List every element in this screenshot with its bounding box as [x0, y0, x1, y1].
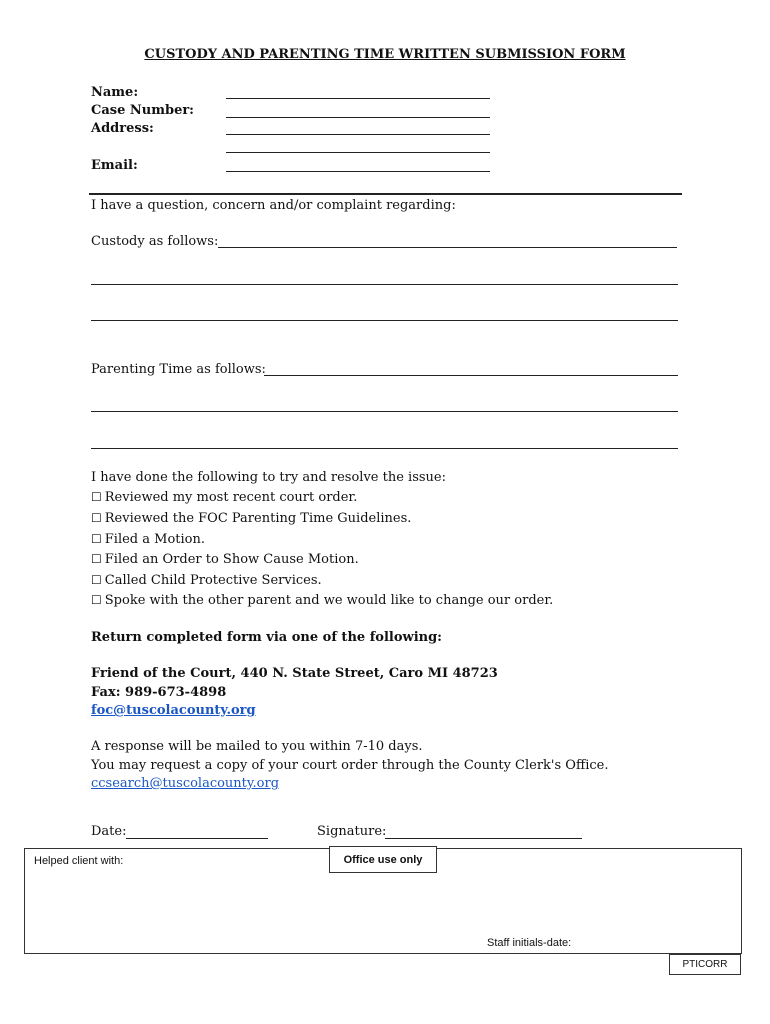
- parenting-field-line-3[interactable]: [91, 448, 678, 449]
- date-label: Date:: [91, 824, 127, 839]
- return-heading: Return completed form via one of the following:: [91, 630, 442, 645]
- checklist-item[interactable]: [91, 593, 553, 608]
- email-field[interactable]: [226, 171, 490, 172]
- checkbox-icon[interactable]: ☐: [91, 593, 102, 607]
- foc-address: Friend of the Court, 440 N. State Street, Caro MI 48723: [91, 666, 498, 681]
- case-number-label: Case Number:: [91, 103, 194, 118]
- custody-label: Custody as follows:: [91, 234, 219, 249]
- fax-number: Fax: 989-673-4898: [91, 685, 227, 700]
- parenting-field-line-2[interactable]: [91, 411, 678, 412]
- case-number-field[interactable]: [226, 117, 490, 118]
- checklist-label: Filed an Order to Show Cause Motion.: [104, 552, 359, 567]
- custody-field-line-1[interactable]: [218, 247, 677, 248]
- signature-label: Signature:: [317, 824, 387, 839]
- question-intro: I have a question, concern and/or complaint regarding:: [91, 198, 456, 213]
- response-notice: A response will be mailed to you within 7-10 days.: [91, 739, 423, 754]
- address-field-line-2[interactable]: [226, 152, 490, 153]
- custody-field-line-3[interactable]: [91, 320, 678, 321]
- checklist-item[interactable]: [91, 532, 205, 547]
- address-field-line-1[interactable]: [226, 134, 490, 135]
- form-code: PTICORR: [669, 954, 741, 975]
- date-field[interactable]: [126, 838, 268, 839]
- staff-initials-label: Staff initials-date:: [487, 937, 572, 949]
- form-title: CUSTODY AND PARENTING TIME WRITTEN SUBMISSION FORM: [144, 47, 626, 62]
- checklist-item[interactable]: [91, 552, 359, 567]
- name-field[interactable]: [226, 98, 490, 99]
- foc-email-link[interactable]: foc@tuscolacounty.org: [91, 703, 256, 718]
- clerk-email-link[interactable]: ccsearch@tuscolacounty.org: [91, 776, 280, 791]
- parenting-time-label: Parenting Time as follows:: [91, 362, 266, 377]
- email-label: Email:: [91, 158, 138, 173]
- checkbox-icon[interactable]: ☐: [91, 573, 102, 587]
- checklist-label: Called Child Protective Services.: [104, 573, 322, 588]
- checklist-label: Reviewed the FOC Parenting Time Guidelines.: [104, 511, 412, 526]
- section-divider: [89, 193, 682, 195]
- checklist-label: Reviewed my most recent court order.: [104, 490, 358, 505]
- helped-client-label: Helped client with:: [34, 855, 124, 867]
- parenting-field-line-1[interactable]: [264, 375, 678, 376]
- checkbox-icon[interactable]: ☐: [91, 490, 102, 504]
- checklist-item[interactable]: [91, 511, 411, 526]
- checklist-label: Spoke with the other parent and we would like to change our order.: [104, 593, 554, 608]
- office-use-label: Office use only: [329, 846, 437, 873]
- checklist-label: Filed a Motion.: [104, 532, 205, 547]
- custody-field-line-2[interactable]: [91, 284, 678, 285]
- name-label: Name:: [91, 85, 139, 100]
- checkbox-icon[interactable]: ☐: [91, 511, 102, 525]
- checklist-item[interactable]: [91, 573, 322, 588]
- checklist-item[interactable]: [91, 490, 357, 505]
- signature-field[interactable]: [385, 838, 582, 839]
- clerk-notice: You may request a copy of your court order through the County Clerk's Office.: [91, 758, 609, 773]
- checkbox-icon[interactable]: ☐: [91, 532, 102, 546]
- checkbox-icon[interactable]: ☐: [91, 552, 102, 566]
- address-label: Address:: [91, 121, 154, 136]
- resolve-intro: I have done the following to try and resolve the issue:: [91, 470, 446, 485]
